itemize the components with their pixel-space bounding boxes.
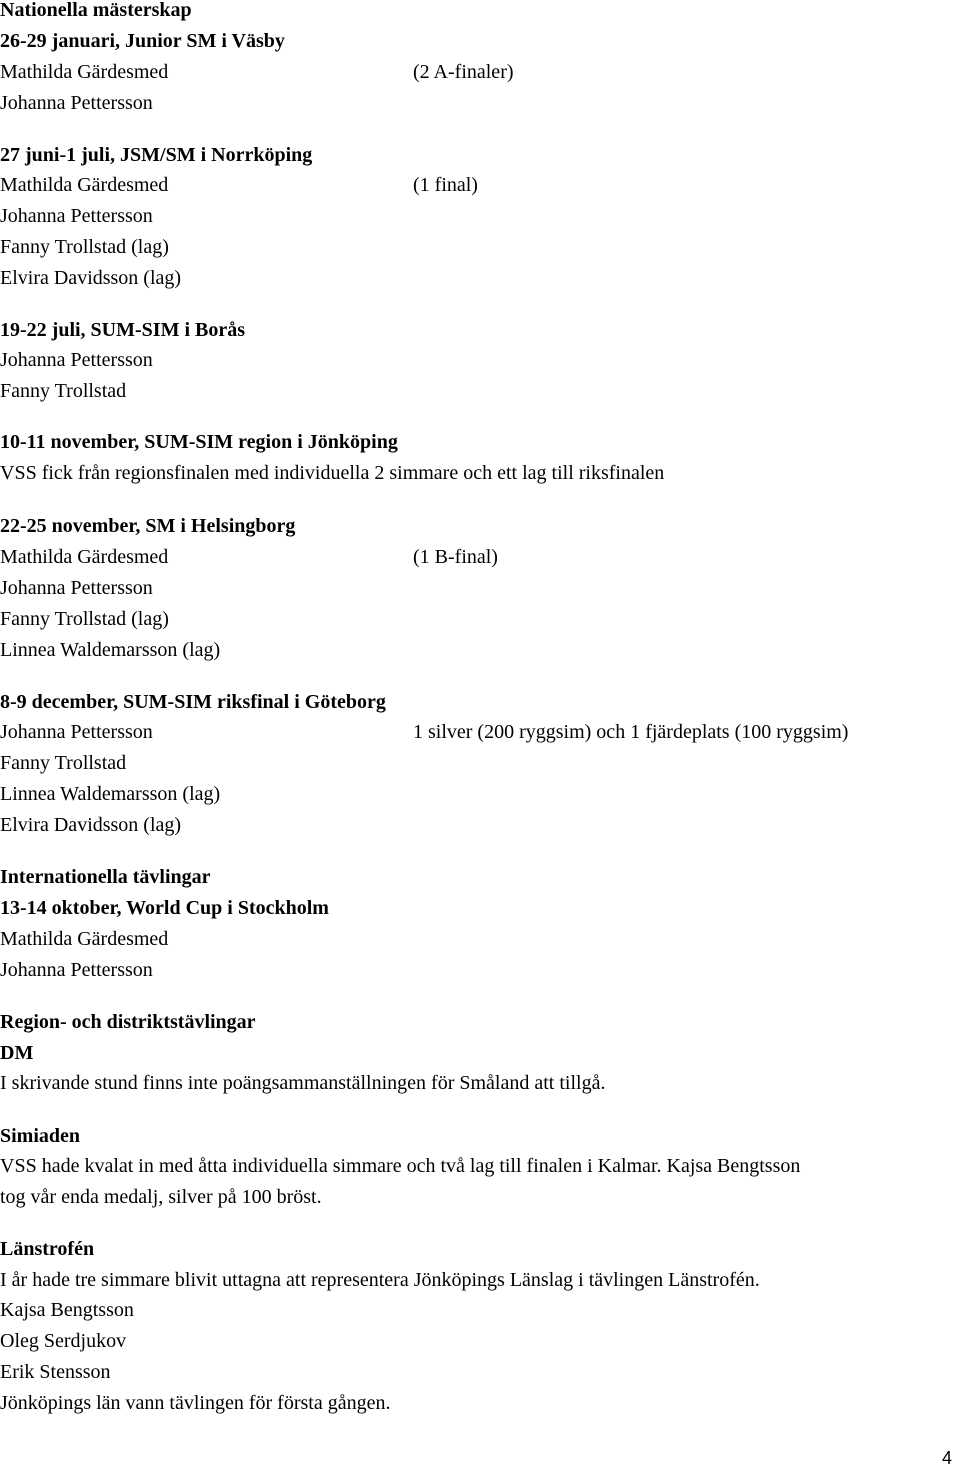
swimmer-name: Mathilda Gärdesmed	[0, 928, 169, 950]
event-text: VSS fick från regionsfinalen med individuella 2 simmare och ett lag till riksfinalen	[0, 462, 665, 484]
event-result: (1 final)	[413, 174, 478, 196]
section-heading-international: Internationella tävlingar	[0, 866, 211, 888]
swimmer-name: Mathilda Gärdesmed	[0, 61, 169, 83]
event-title: 26-29 januari, Junior SM i Väsby	[0, 30, 285, 52]
swimmer-name: Fanny Trollstad	[0, 380, 127, 402]
page-number: 4	[941, 1448, 952, 1468]
swimmer-name: Johanna Pettersson	[0, 959, 153, 981]
swimmer-name: Fanny Trollstad (lag)	[0, 608, 169, 630]
swimmer-name: Elvira Davidsson (lag)	[0, 814, 182, 836]
dm-text: I skrivande stund finns inte poängsammanställningen för Småland att tillgå.	[0, 1072, 606, 1094]
swimmer-name: Linnea Waldemarsson (lag)	[0, 783, 221, 805]
swimmer-name: Linnea Waldemarsson (lag)	[0, 639, 221, 661]
event-title: 22-25 november, SM i Helsingborg	[0, 515, 296, 537]
event-title: 13-14 oktober, World Cup i Stockholm	[0, 897, 329, 919]
simiaden-text-line-1: VSS hade kvalat in med åtta individuella simmare och två lag till finalen i Kalmar. Kajsa Bengtsson	[0, 1155, 801, 1177]
swimmer-name: Mathilda Gärdesmed	[0, 546, 169, 568]
event-title: 19-22 juli, SUM-SIM i Borås	[0, 319, 245, 341]
event-result: 1 silver (200 ryggsim) och 1 fjärdeplats (100 ryggsim)	[413, 721, 849, 743]
event-title: 27 juni-1 juli, JSM/SM i Norrköping	[0, 144, 313, 166]
lanstrofen-text: I år hade tre simmare blivit uttagna att representera Jönköpings Länslag i tävlingen Länstrofén.	[0, 1269, 760, 1291]
swimmer-name: Kajsa Bengtsson	[0, 1299, 134, 1321]
event-title: 8-9 december, SUM-SIM riksfinal i Göteborg	[0, 691, 386, 713]
subheading-simiaden: Simiaden	[0, 1125, 81, 1147]
simiaden-text-line-2: tog vår enda medalj, silver på 100 bröst.	[0, 1186, 322, 1208]
swimmer-name: Johanna Pettersson	[0, 577, 153, 599]
swimmer-name: Oleg Serdjukov	[0, 1330, 127, 1352]
subheading-lanstrofen: Länstrofén	[0, 1238, 95, 1260]
swimmer-name: Johanna Pettersson	[0, 205, 153, 227]
section-heading-regional: Region- och distriktstävlingar	[0, 1011, 256, 1033]
swimmer-name: Fanny Trollstad (lag)	[0, 236, 169, 258]
swimmer-name: Johanna Pettersson	[0, 349, 153, 371]
swimmer-name: Erik Stensson	[0, 1361, 111, 1383]
lanstrofen-result: Jönköpings län vann tävlingen för första gången.	[0, 1392, 391, 1414]
event-result: (1 B-final)	[413, 546, 498, 568]
event-title: 10-11 november, SUM-SIM region i Jönköping	[0, 431, 398, 453]
swimmer-name: Elvira Davidsson (lag)	[0, 267, 182, 289]
swimmer-name: Mathilda Gärdesmed	[0, 174, 169, 196]
event-result: (2 A-finaler)	[413, 61, 514, 83]
swimmer-name: Johanna Pettersson	[0, 92, 153, 114]
section-heading-nationals: Nationella mästerskap	[0, 0, 192, 21]
subheading-dm: DM	[0, 1042, 34, 1064]
swimmer-name: Johanna Pettersson	[0, 721, 153, 743]
swimmer-name: Fanny Trollstad	[0, 752, 127, 774]
